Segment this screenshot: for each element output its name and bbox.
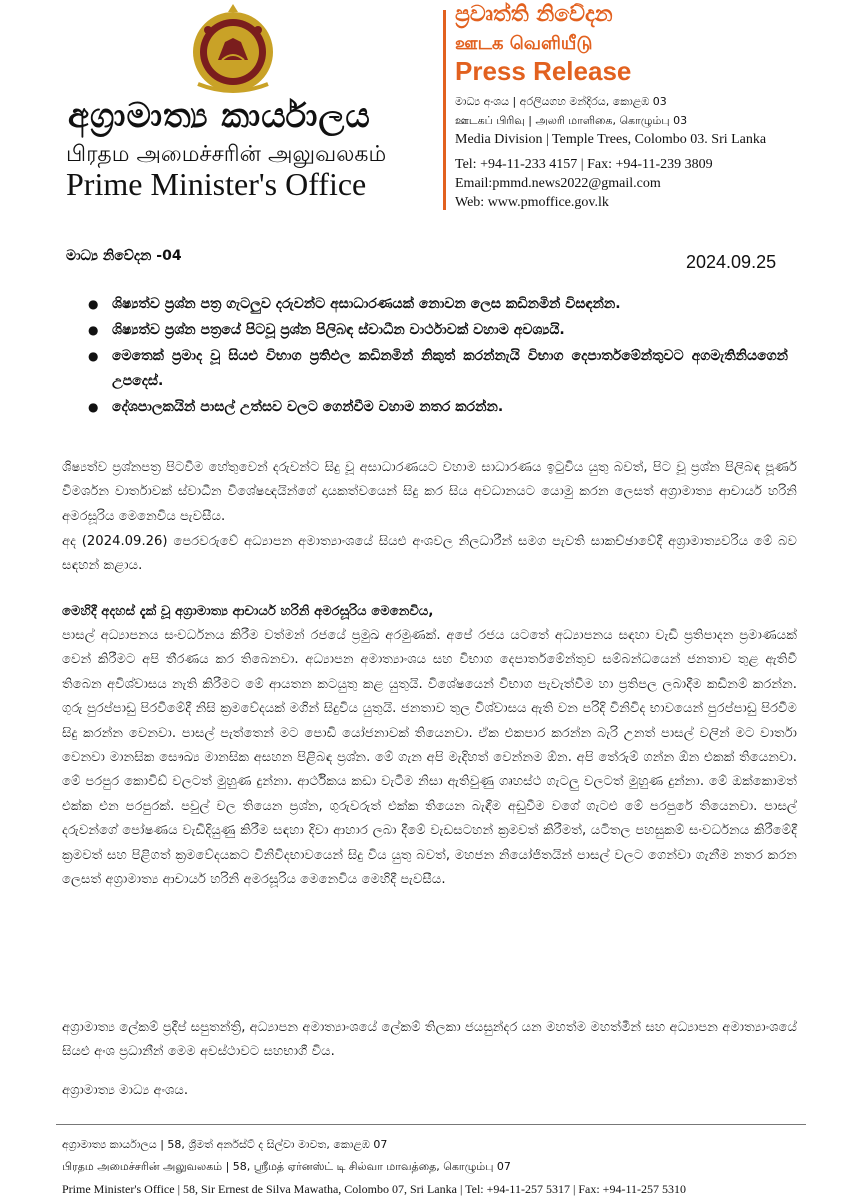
press-release-title-english: Press Release — [455, 56, 632, 86]
footer-divider — [56, 1124, 806, 1125]
body-paragraph-1: ශිෂ්‍යත්ව ප්‍රශ්නපත්‍ර පිටවීම හේතුවෙන් දරුවන්ට සිදු වූ අසාධාරණයට වහාම සාධාරණය ඉටුවිය යුතු බවත්, පිට වූ ප්‍රශ්න පිලිබඳ පූර්ණ විමර්ශන වාර්තාවක් ස්වාධීන විශේෂඥයින්ගේ දායකත්වයෙන් සිදු කර සිය අවධානයට යොමු කරන ලෙසත් අග්‍රාමාත්‍ය ආචාර්ය හරිනි අමරසූරිය මෙනෙවිය පැවසීය. — [62, 460, 797, 524]
highlight-item: ● ශිෂ්‍යත්ව ප්‍රශ්න පත්‍ර ගැටලුව දරුවන්ට අසාධාරණයක් නොවන ලෙස කඩිනමින් විසඳන්න. — [88, 292, 788, 317]
body-paragraph-3: පාසල් අධ්‍යාපනය සංවර්ධනය කිරීම වත්මන් රජයේ ප්‍රමුඛ අරමුණක්. අපේ රජය යටතේ අධ්‍යාපනය සඳහා වැඩි ප්‍රතිපාදන ප්‍රමාණයක් වෙන් කිරීමට අපි තීරණය කර තිබෙනවා. අධ්‍යාපන අමාත්‍යාංශය සහ විභාග දෙපාර්තමේන්තුව සම්බන්ධයෙන් ජනතාව තුළ ඇතිවී තිබෙන අවිශ්වාසය නැති කිරීමට මේ ආයතන කටයුතු කළ යුතුයි. විශේෂයෙන් විභාග පැවැත්වීම හා ප්‍රතිපල ලබාදීම කඩිනම් කරන්න. ගුරු පුරප්පාඩු පිරවීමේදී නිසි ක්‍රමවේදයක් මගින් සිදුවිය යුතුයි. ජනතාව තුල විශ්වාසය ඇති වන පරිදි විනිවිද භාවයෙන් පුරප්පාඩු පිරවීම සිදු කරන්න වෙනවා. පාසල් පැත්තෙන් මට පොඩි යෝජනාවක් තියෙනවා. ඒක එකපාර කරන්න බැරි උනත් පාසල් වලින් මට වාර්තා වෙනවා මානසික සෞඛ්‍ය මානසික අසහන පිළිබඳ ප්‍රශ්න. මේ ගැන අපි මැදිහත් වෙන්නම ඕන. අපි තේරුම් ගන්න ඕන එකක් තියෙනවා. මේ පරපුර කොවිඩ් වලටත් මුහුණ දුන්නා. ආර්ථිකය කඩා වැටීම නිසා ඇතිවුණු ගෘහස්ථ ගැටලු වලටත් මුහුණ දුන්නා. මේ ඔක්කොමත් එක්ක එන පරපුරක්. පවුල් වල තියෙන ප්‍රශ්න, ගුරුවරුත් එක්ක තියෙන බැඳීම අඩුවීම වගේ ගැටළු මේ පරපුරේ තියෙනවා. පාසල් දරුවන්ගේ පෝෂණය වැඩිදියුණු කිරීම සඳහා දිවා ආහාර ලබා දීමේ වැඩසටහන් ක්‍රමවත් කිරීමත්, යටිතල පහසුකම් සංවර්ධනය කිරීමේදී ක්‍රමවත් සහ පිළිගත් ක්‍රමවේදයකට විනිවිදභාවයෙන් සිදු විය යුතු බවත්, මහජන නියෝජිතයින් පාසල් වලට ගෙන්වා ගැනීම නතර කරන ලෙසත් අග්‍රාමාත්‍ය ආචාර්ය හරිනි අමරසූරිය මෙනෙවිය මෙහිදී පැවසීය. — [62, 628, 797, 888]
press-release-title-tamil: ஊடக வெளியீடு — [455, 33, 593, 54]
release-number: මාධ්‍ය නිවේදන -04 — [66, 248, 182, 264]
press-release-title-sinhala: ප්‍රවෘත්ති නිවේදන — [455, 2, 613, 27]
contact-phone-fax: Tel: +94-11-233 4157 | Fax: +94-11-239 3809 — [455, 157, 713, 172]
body-subheading: මෙහිදී අදහස් දැක් වූ අග්‍රාමාත්‍ය ආචාර්ය හරිනි අමරසූරිය මෙනෙවිය, — [62, 604, 434, 619]
office-name-english: Prime Minister's Office — [66, 166, 367, 202]
contact-email: Email:pmmd.news2022@gmail.com — [455, 176, 661, 191]
highlight-item: ● මෙතෙක් ප්‍රමාද වූ සියළු විභාග ප්‍රතිඵල කඩිනමින් නිකුත් කරන්නැයි විභාග දෙපාර්තමේන්තුවට අගමැතිනියගෙන් උපදෙස්. — [88, 344, 788, 394]
closing-signature: අග්‍රාමාත්‍ය මාධ්‍ය අංශය. — [62, 1083, 189, 1098]
contact-line-sinhala: මාධ්‍ය අංශය | අරලියගහ මන්දිරය, කොළඹ 03 — [455, 95, 667, 108]
highlight-item: ● දේශපාලකයින් පාසල් උත්සව වලට ගෙන්වීම වහාම නතර කරන්න. — [88, 395, 788, 420]
footer-line-tamil: பிரதம அமைச்சரின் அலுவலகம் | 58, ஸ்ரீமத் ஏர்னஸ்ட் டி சில்வா மாவத்தை, கொழும்பு 07 — [62, 1160, 511, 1173]
contact-block — [455, 92, 766, 212]
office-name-tamil: பிரதம அமைச்சரின் அலுவலகம் — [66, 142, 387, 167]
body-paragraph-4: අග්‍රාමාත්‍ය ලේකම් ප්‍රදීප් සපුතන්ත්‍රි, අධ්‍යාපන අමාත්‍යාංශයේ ලේකම් තිලකා ජයසුන්දර යන මහත්ම මහත්මීන් සහ අධ්‍යාපන අමාත්‍යාංශයේ සියළු අංශ ප්‍රධානීන් මෙම අවස්ථාවට සහභාගී විය. — [62, 1020, 797, 1060]
header-divider — [443, 10, 446, 210]
highlight-item: ● ශිෂ්‍යත්ව ප්‍රශ්න පත්‍රයේ පිටවූ ප්‍රශ්න පිලිබඳ ස්වාධීන වාර්ථාවක් වහාම අවශ්‍යයි. — [88, 318, 788, 343]
footer-line-sinhala: අග්‍රාමාත්‍ය කාර්යාලය | 58, ශ්‍රීමත් අර්නස්ට් ද සිල්වා මාවත, කොළඹ 07 — [62, 1138, 388, 1151]
office-name-sinhala: අග්‍රාමාත්‍ය කාර්යාලය — [68, 96, 371, 136]
contact-line-english: Media Division | Temple Trees, Colombo 03. Sri Lanka — [455, 132, 767, 147]
footer-block — [62, 1134, 686, 1200]
footer-line-english: Prime Minister's Office | 58, Sir Ernest de Silva Mawatha, Colombo 07, Sri Lanka | Tel: +94-11-257 5317 | Fax: +94-11-257 5310 — [62, 1182, 686, 1196]
contact-line-tamil: ஊடகப் பிரிவு | அலரி மாளிகை, கொழும்பு 03 — [455, 114, 688, 127]
body-paragraph-2: අද (2024.09.26) පෙරවරුවේ අධ්‍යාපන අමාත්‍යාංශයේ සියළු අංශවල නිලධාරීන් සමග පැවති සාකච්ඡාවේදී අග්‍රාමාත්‍යවරිය මේ බව සඳහන් කළාය. — [62, 534, 797, 574]
contact-web: Web: www.pmoffice.gov.lk — [455, 195, 609, 210]
release-date: 2024.09.25 — [686, 252, 777, 272]
highlights-list — [88, 292, 788, 421]
national-emblem-icon — [178, 2, 288, 98]
